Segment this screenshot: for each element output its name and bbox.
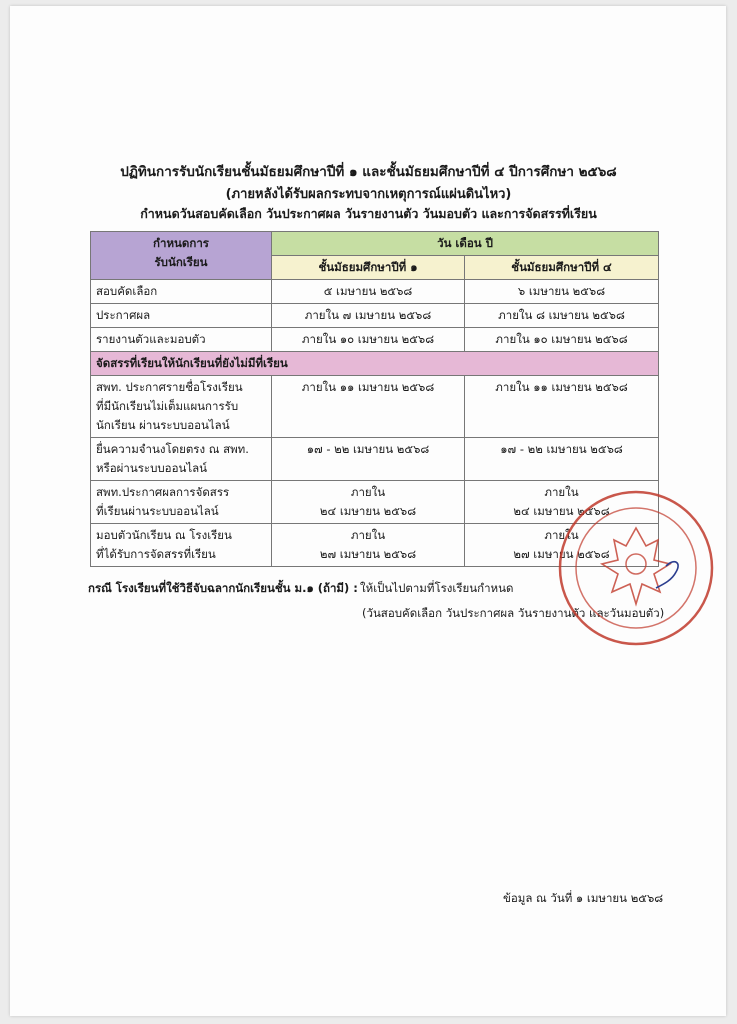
task-cell: [91, 438, 272, 481]
date-line: ๒๔ เมษายน ๒๕๖๘: [513, 504, 610, 518]
task-line: นักเรียน ผ่านระบบออนไลน์: [96, 418, 230, 432]
header-schedule-line2: รับนักเรียน: [154, 255, 208, 269]
date-line: ภายใน: [544, 528, 579, 542]
document-heading-dates: กำหนดวันสอบคัดเลือก วันประกาศผล วันรายงานตัว วันมอบตัว และการจัดสรรที่เรียน: [140, 206, 597, 221]
m1-date-cell: ๕ เมษายน ๒๕๖๘: [272, 280, 465, 304]
task-line: ที่มีนักเรียนไม่เต็มแผนการรับ: [96, 399, 239, 413]
footer-date-note: ข้อมูล ณ วันที่ ๑ เมษายน ๒๕๖๘: [503, 891, 664, 905]
header-m4: ชั้นมัธยมศึกษาปีที่ ๔: [465, 256, 659, 280]
m1-date-cell: ภายใน ๑๑ เมษายน ๒๕๖๘: [272, 376, 465, 438]
date-line: ภายใน: [350, 485, 386, 499]
m1-date-cell: [272, 481, 465, 524]
table-row: [91, 376, 659, 438]
m1-date-cell: ภายใน ๗ เมษายน ๒๕๖๘: [272, 304, 465, 328]
table-row: [91, 328, 659, 352]
m4-date-cell: ภายใน ๘ เมษายน ๒๕๖๘: [465, 304, 659, 328]
header-schedule-line1: กำหนดการ: [153, 236, 209, 250]
task-cell: [91, 524, 272, 567]
m1-date-cell: ๑๗ - ๒๒ เมษายน ๒๕๖๘: [272, 438, 465, 481]
task-line: สพท.ประกาศผลการจัดสรร: [96, 485, 230, 499]
m4-date-cell: ๖ เมษายน ๒๕๖๘: [465, 280, 659, 304]
m1-date-cell: ภายใน ๑๐ เมษายน ๒๕๖๘: [272, 328, 465, 352]
table-row: [91, 304, 659, 328]
table-row: [91, 438, 659, 481]
official-seal-stamp: [556, 488, 716, 648]
m4-date-cell: ภายใน ๑๑ เมษายน ๒๕๖๘: [465, 376, 659, 438]
date-line: ภายใน: [544, 485, 579, 499]
task-cell: สอบคัดเลือก: [91, 280, 272, 304]
lottery-note-label: กรณี โรงเรียนที่ใช้วิธีจับฉลากนักเรียนชั้น ม.๑ (ถ้ามี) :: [88, 581, 358, 595]
task-line: มอบตัวนักเรียน ณ โรงเรียน: [96, 528, 232, 542]
date-line: ๒๗ เมษายน ๒๕๖๘: [319, 547, 417, 561]
lottery-note-text: ให้เป็นไปตามที่โรงเรียนกำหนด: [360, 581, 514, 595]
task-line: ยื่นความจำนงโดยตรง ณ สพท.: [96, 442, 249, 456]
m4-date-cell: ภายใน ๑๐ เมษายน ๒๕๖๘: [465, 328, 659, 352]
document-title: ปฏิทินการรับนักเรียนชั้นมัธยมศึกษาปีที่ ๑ และชั้นมัธยมศึกษาปีที่ ๔ ปีการศึกษา ๒๕๖๘: [120, 164, 617, 180]
task-line: ที่เรียนผ่านระบบออนไลน์: [96, 504, 219, 518]
document-subtitle: (ภายหลังได้รับผลกระทบจากเหตุการณ์แผ่นดินไหว): [225, 187, 512, 202]
table-row: [91, 280, 659, 304]
section-title: จัดสรรที่เรียนให้นักเรียนที่ยังไม่มีที่เรียน: [91, 352, 659, 376]
m4-date-cell: ๑๗ - ๒๒ เมษายน ๒๕๖๘: [465, 438, 659, 481]
header-date: วัน เดือน ปี: [272, 232, 659, 256]
date-line: ๒๗ เมษายน ๒๕๖๘: [513, 547, 610, 561]
table-header-row: [91, 232, 659, 256]
task-cell: ประกาศผล: [91, 304, 272, 328]
task-cell: [91, 481, 272, 524]
task-line: หรือผ่านระบบออนไลน์: [96, 461, 208, 475]
m1-date-cell: [272, 524, 465, 567]
header-m1: ชั้นมัธยมศึกษาปีที่ ๑: [272, 256, 465, 280]
task-cell: [91, 376, 272, 438]
section-row: [91, 352, 659, 376]
date-line: ภายใน: [350, 528, 386, 542]
header-schedule: [91, 232, 272, 280]
task-line: ที่ได้รับการจัดสรรที่เรียน: [96, 547, 216, 561]
lottery-note-sub: (วันสอบคัดเลือก วันประกาศผล วันรายงานตัว และวันมอบตัว): [362, 606, 665, 620]
task-line: สพท. ประกาศรายชื่อโรงเรียน: [96, 380, 243, 394]
task-cell: รายงานตัวและมอบตัว: [91, 328, 272, 352]
date-line: ๒๔ เมษายน ๒๕๖๘: [319, 504, 417, 518]
